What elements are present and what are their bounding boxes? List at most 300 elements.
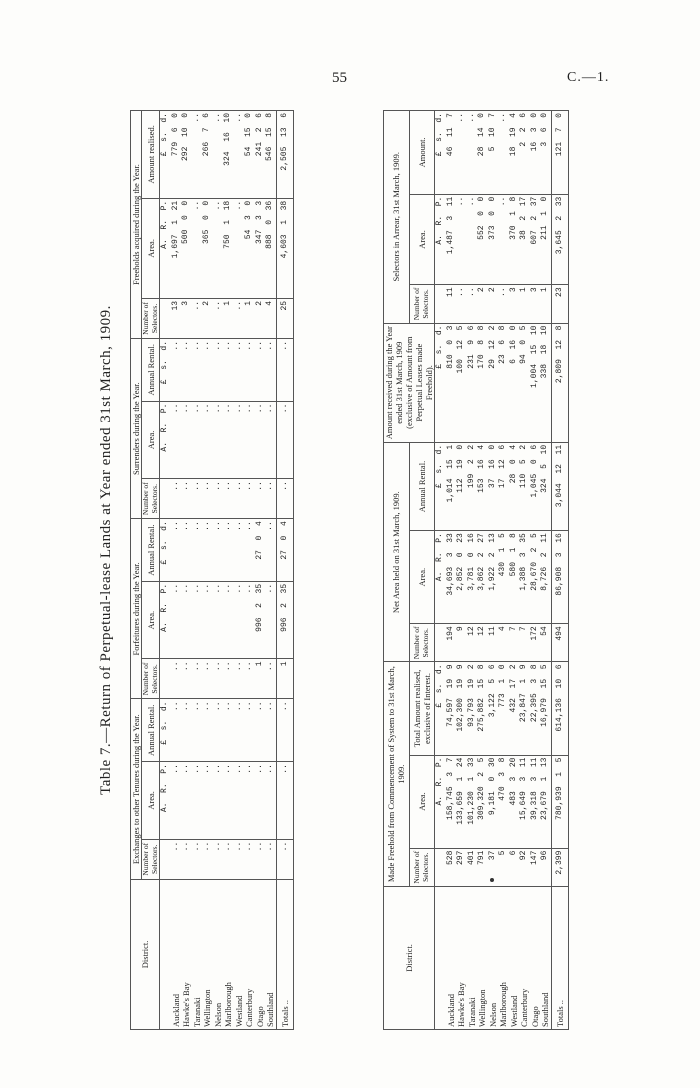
value-cell: 2 — [202, 298, 213, 338]
table-row — [540, 111, 551, 1030]
value-cell: .. — [234, 401, 245, 479]
value-cell: 1,922 2 13 — [488, 531, 499, 624]
value-cell: 23,679 1 13 — [540, 755, 551, 848]
col-header: Area. — [142, 762, 160, 840]
value-cell: .. — [255, 401, 266, 479]
total-cell: .. — [276, 401, 294, 479]
value-cell: .. — [234, 659, 245, 699]
value-cell: 12 — [477, 624, 488, 662]
value-cell: 16 3 0 — [530, 111, 541, 195]
value-cell: 2,852 0 23 — [456, 531, 467, 624]
forfeitures-header: Forfeitures during the Year. — [131, 519, 142, 699]
value-cell: .. — [202, 699, 213, 762]
value-cell: 552 0 0 — [477, 194, 488, 285]
value-cell: 292 10 0 — [181, 111, 192, 199]
col-header: Annual Rental. — [142, 338, 160, 401]
value-cell: 147 — [530, 848, 541, 886]
table-row — [456, 111, 467, 1030]
total-cell: 23 — [551, 285, 569, 323]
value-cell: .. — [265, 659, 276, 699]
col-header: Number of Selectors. — [142, 839, 160, 879]
district-cell: Nelson — [488, 886, 499, 1029]
value-cell: .. — [223, 338, 234, 401]
value-cell: 28 14 0 — [477, 111, 488, 195]
value-cell: 996 2 35 — [255, 581, 266, 659]
value-cell: 18 19 4 — [509, 111, 520, 195]
value-cell: .. — [265, 762, 276, 840]
table-freehold-and-arrears — [383, 110, 569, 1030]
value-cell: .. — [192, 298, 203, 338]
total-cell: 2,399 — [551, 848, 569, 886]
value-cell: .. — [171, 659, 182, 699]
value-cell: .. — [192, 519, 203, 582]
table-row — [202, 111, 213, 1030]
total-cell: 614,136 10 6 — [551, 662, 569, 755]
value-cell: 1 — [540, 285, 551, 323]
value-cell: .. — [234, 198, 245, 298]
table-row — [488, 111, 499, 1030]
value-cell: .. — [456, 285, 467, 323]
value-cell: 1 — [519, 285, 530, 323]
value-cell: .. — [171, 581, 182, 659]
value-cell: .. — [213, 762, 224, 840]
value-cell: 38 2 17 — [519, 194, 530, 285]
district-cell: Auckland — [171, 879, 182, 1029]
value-cell: 2 — [255, 298, 266, 338]
value-cell: 3,122 5 6 — [488, 662, 499, 755]
value-cell: 37 16 0 — [488, 442, 499, 530]
total-cell: 780,939 1 5 — [551, 755, 569, 848]
value-cell: .. — [467, 285, 478, 323]
value-cell: 791 — [477, 848, 488, 886]
value-cell: 54 3 0 — [244, 198, 255, 298]
col-header: Number of Selectors. — [409, 285, 435, 323]
total-cell: .. — [276, 699, 294, 762]
value-cell: .. — [223, 659, 234, 699]
value-cell: .. — [213, 401, 224, 479]
value-cell: 27 0 4 — [255, 519, 266, 582]
value-cell: 199 2 2 — [467, 442, 478, 530]
value-cell: 607 2 37 — [530, 194, 541, 285]
col-header: Annual Rental. — [142, 699, 160, 762]
unit-label: A. R. P. — [160, 401, 171, 479]
value-cell: .. — [192, 762, 203, 840]
table-row — [498, 111, 509, 1030]
value-cell: .. — [171, 338, 182, 401]
value-cell: .. — [234, 762, 245, 840]
unit-label: A. R. P. — [160, 762, 171, 840]
page-number: 55 — [332, 70, 347, 86]
amount-received-header: Amount received during the Year ended 31st March, 1909 (exclusive of Amount from Perpetual Leases made Freehold). — [384, 323, 435, 442]
value-cell: .. — [192, 401, 203, 479]
value-cell: .. — [234, 298, 245, 338]
value-cell: 546 15 8 — [265, 111, 276, 199]
col-header: Annual Rental. — [409, 442, 435, 530]
document-reference: C.—1. — [567, 70, 610, 85]
value-cell: .. — [244, 401, 255, 479]
total-cell: .. — [276, 338, 294, 401]
district-cell: Otago — [255, 879, 266, 1029]
value-cell: 432 17 2 — [509, 662, 520, 755]
value-cell: 8,726 2 11 — [540, 531, 551, 624]
arrear-header: Selectors in Arrear, 31st March, 1909. — [384, 111, 410, 324]
value-cell: 370 1 8 — [509, 194, 520, 285]
table-row — [467, 111, 478, 1030]
table-row — [234, 111, 245, 1030]
unit-label: £ s. d. — [160, 699, 171, 762]
unit-label: £ s. d. — [435, 111, 446, 195]
table-row — [519, 111, 530, 1030]
col-header: Number of Selectors. — [142, 659, 160, 699]
value-cell: .. — [467, 111, 478, 195]
value-cell: 324 5 10 — [540, 442, 551, 530]
value-cell: 324 16 10 — [223, 111, 234, 199]
value-cell: 23,847 1 9 — [519, 662, 530, 755]
col-header: Number of Selectors. — [409, 624, 435, 662]
col-header: Area. — [409, 194, 435, 285]
total-cell: 3,044 12 11 — [551, 442, 569, 530]
table-title: Table 7.—Return of Perpetual-lease Lands at Year ended 31st March, 1909. — [98, 305, 114, 795]
value-cell: 365 0 0 — [202, 198, 213, 298]
value-cell: .. — [213, 581, 224, 659]
value-cell: .. — [265, 338, 276, 401]
value-cell: .. — [213, 659, 224, 699]
value-cell: .. — [181, 519, 192, 582]
value-cell: .. — [171, 401, 182, 479]
district-cell: Canterbury — [244, 879, 255, 1029]
value-cell: .. — [181, 699, 192, 762]
table-row — [244, 111, 255, 1030]
table-row — [171, 111, 182, 1030]
table-row — [446, 111, 457, 1030]
value-cell: .. — [265, 519, 276, 582]
value-cell: 810 0 3 — [446, 323, 457, 442]
value-cell: .. — [202, 519, 213, 582]
value-cell: 46 11 7 — [446, 111, 457, 195]
value-cell: .. — [234, 338, 245, 401]
value-cell: 3 — [530, 285, 541, 323]
unit-label: A. R. P. — [435, 194, 446, 285]
district-cell: Hawke's Bay — [456, 886, 467, 1029]
value-cell: 1 — [223, 298, 234, 338]
value-cell: .. — [265, 401, 276, 479]
value-cell: .. — [213, 479, 224, 519]
district-cell: Westland — [234, 879, 245, 1029]
value-cell: .. — [202, 581, 213, 659]
totals-label: Totals .. — [551, 886, 569, 1029]
value-cell: .. — [223, 401, 234, 479]
district-cell: Auckland — [446, 886, 457, 1029]
value-cell: 297 — [456, 848, 467, 886]
value-cell: 779 6 0 — [171, 111, 182, 199]
value-cell: .. — [171, 699, 182, 762]
value-cell: .. — [192, 581, 203, 659]
value-cell: .. — [244, 338, 255, 401]
col-header: Number of Selectors. — [409, 848, 435, 886]
value-cell: 211 1 0 — [540, 194, 551, 285]
value-cell: 133,659 1 24 — [456, 755, 467, 848]
value-cell: 13 — [171, 298, 182, 338]
total-cell: .. — [276, 839, 294, 879]
col-header: Area. — [142, 198, 160, 298]
value-cell: 338 18 10 — [540, 323, 551, 442]
value-cell: .. — [234, 111, 245, 199]
value-cell: 7 — [509, 624, 520, 662]
district-cell: Taranaki — [467, 886, 478, 1029]
value-cell: .. — [456, 194, 467, 285]
value-cell: .. — [213, 298, 224, 338]
value-cell: 1 — [255, 659, 266, 699]
col-header: Annual Rental. — [142, 519, 160, 582]
value-cell: 11 — [488, 624, 499, 662]
value-cell: .. — [213, 519, 224, 582]
value-cell: 1 — [244, 298, 255, 338]
value-cell: 34,693 3 33 — [446, 531, 457, 624]
col-header: Area. — [142, 401, 160, 479]
value-cell: 275,882 15 8 — [477, 662, 488, 755]
surrenders-header: Surrenders during the Year. — [131, 338, 142, 518]
unit-label: £ s. d. — [435, 442, 446, 530]
freeholds-header: Freeholds acquired during the Year. — [131, 111, 142, 339]
total-cell: 86,908 3 16 — [551, 531, 569, 624]
total-cell: .. — [276, 762, 294, 840]
col-header: Number of Selectors. — [142, 298, 160, 338]
value-cell: .. — [223, 581, 234, 659]
value-cell: .. — [498, 194, 509, 285]
value-cell: 3 — [181, 298, 192, 338]
value-cell: .. — [192, 699, 203, 762]
district-cell: Southland — [265, 879, 276, 1029]
value-cell: .. — [171, 479, 182, 519]
value-cell: .. — [181, 581, 192, 659]
table-row — [265, 111, 276, 1030]
value-cell: 888 0 36 — [265, 198, 276, 298]
value-cell: .. — [223, 479, 234, 519]
value-cell: .. — [202, 839, 213, 879]
total-cell: .. — [276, 479, 294, 519]
value-cell: 2 — [477, 285, 488, 323]
district-header: District. — [384, 886, 435, 1029]
exchanges-header: Exchanges to other Tenures during the Year. — [131, 699, 142, 879]
value-cell: 9 — [456, 624, 467, 662]
value-cell: .. — [181, 479, 192, 519]
table-row — [530, 111, 541, 1030]
value-cell: 231 9 6 — [467, 323, 478, 442]
value-cell: 74,597 19 9 — [446, 662, 457, 755]
value-cell: .. — [192, 198, 203, 298]
total-cell: 2,505 13 6 — [276, 111, 294, 199]
table-row — [477, 111, 488, 1030]
value-cell: 100 12 5 — [456, 323, 467, 442]
value-cell: .. — [181, 338, 192, 401]
value-cell: 401 — [467, 848, 478, 886]
col-header: Total Amount realised, exclusive of Interest. — [409, 662, 435, 755]
total-cell: 27 0 4 — [276, 519, 294, 582]
value-cell: .. — [265, 479, 276, 519]
value-cell: 11 — [446, 285, 457, 323]
col-header: Number of Selectors. — [142, 479, 160, 519]
value-cell: .. — [234, 479, 245, 519]
value-cell: .. — [181, 762, 192, 840]
value-cell: 6 16 0 — [509, 323, 520, 442]
unit-label: £ s. d. — [435, 662, 446, 755]
value-cell: .. — [234, 699, 245, 762]
value-cell: .. — [223, 519, 234, 582]
value-cell: 102,300 19 9 — [456, 662, 467, 755]
value-cell: .. — [223, 762, 234, 840]
value-cell: .. — [244, 479, 255, 519]
value-cell: .. — [223, 839, 234, 879]
value-cell: 16,979 15 5 — [540, 662, 551, 755]
value-cell: .. — [467, 194, 478, 285]
totals-row — [276, 111, 294, 1030]
table-tenure-changes — [130, 110, 294, 1030]
value-cell: 580 1 8 — [509, 531, 520, 624]
col-header: Area. — [142, 581, 160, 659]
table-row — [181, 111, 192, 1030]
col-header: Area. — [409, 755, 435, 848]
value-cell: .. — [244, 699, 255, 762]
value-cell: .. — [234, 839, 245, 879]
value-cell: .. — [223, 699, 234, 762]
table-row — [223, 111, 234, 1030]
value-cell: .. — [181, 659, 192, 699]
totals-row — [551, 111, 569, 1030]
value-cell: 15,649 3 11 — [519, 755, 530, 848]
value-cell: .. — [192, 479, 203, 519]
value-cell: .. — [192, 111, 203, 199]
value-cell: .. — [171, 839, 182, 879]
value-cell: 3,781 0 16 — [467, 531, 478, 624]
value-cell: 54 15 0 — [244, 111, 255, 199]
value-cell: 28 0 4 — [509, 442, 520, 530]
value-cell: .. — [202, 401, 213, 479]
value-cell: 23 6 8 — [498, 323, 509, 442]
value-cell: 17 12 6 — [498, 442, 509, 530]
unit-label: A. R. P. — [435, 531, 446, 624]
district-cell: Canterbury — [519, 886, 530, 1029]
table-row — [213, 111, 224, 1030]
value-cell: .. — [181, 839, 192, 879]
value-cell: 1,697 1 21 — [171, 198, 182, 298]
value-cell: 347 3 3 — [255, 198, 266, 298]
col-header: Amount realised. — [142, 111, 160, 199]
value-cell: .. — [234, 581, 245, 659]
value-cell: 110 5 2 — [519, 442, 530, 530]
unit-label: A. R. P. — [160, 198, 171, 298]
value-cell: 158,745 3 7 — [446, 755, 457, 848]
value-cell: 12 — [467, 624, 478, 662]
value-cell: 29 12 2 — [488, 323, 499, 442]
value-cell: 2 2 6 — [519, 111, 530, 195]
value-cell: .. — [244, 519, 255, 582]
value-cell: 309,320 2 5 — [477, 755, 488, 848]
unit-label: £ s. d. — [160, 338, 171, 401]
value-cell: .. — [202, 338, 213, 401]
value-cell: .. — [213, 699, 224, 762]
value-cell: .. — [202, 659, 213, 699]
value-cell: .. — [255, 699, 266, 762]
value-cell: 241 2 6 — [255, 111, 266, 199]
value-cell: 170 8 8 — [477, 323, 488, 442]
value-cell: 153 16 4 — [477, 442, 488, 530]
value-cell: 3,862 2 27 — [477, 531, 488, 624]
district-cell: Wellington — [477, 886, 488, 1029]
total-cell: 25 — [276, 298, 294, 338]
value-cell: 6 — [509, 848, 520, 886]
total-cell: 1 — [276, 659, 294, 699]
value-cell: .. — [213, 839, 224, 879]
value-cell: .. — [255, 479, 266, 519]
value-cell: 483 3 20 — [509, 755, 520, 848]
table-row — [255, 111, 266, 1030]
value-cell: .. — [265, 581, 276, 659]
value-cell: 9,181 0 30 — [488, 755, 499, 848]
value-cell: 4 — [498, 624, 509, 662]
totals-label: Totals .. — [276, 879, 294, 1029]
value-cell: .. — [244, 659, 255, 699]
value-cell: 1,014 15 1 — [446, 442, 457, 530]
district-cell: Nelson — [213, 879, 224, 1029]
district-cell: Southland — [540, 886, 551, 1029]
value-cell: 528 — [446, 848, 457, 886]
value-cell: .. — [202, 479, 213, 519]
value-cell: 1,004 15 10 — [530, 323, 541, 442]
value-cell: 22,395 3 8 — [530, 662, 541, 755]
value-cell: 7 — [519, 624, 530, 662]
total-cell: 494 — [551, 624, 569, 662]
value-cell: 94 0 5 — [519, 323, 530, 442]
value-cell: .. — [213, 111, 224, 199]
value-cell: 172 — [530, 624, 541, 662]
unit-label: A. R. P. — [435, 755, 446, 848]
unit-label: £ s. d. — [435, 323, 446, 442]
value-cell: .. — [244, 839, 255, 879]
value-cell: 92 — [519, 848, 530, 886]
value-cell: 500 0 0 — [181, 198, 192, 298]
value-cell: 28,670 2 5 — [530, 531, 541, 624]
value-cell: .. — [213, 198, 224, 298]
value-cell: .. — [192, 338, 203, 401]
value-cell: .. — [255, 338, 266, 401]
district-cell: Marlborough — [498, 886, 509, 1029]
table-row — [192, 111, 203, 1030]
value-cell: 101,230 1 33 — [467, 755, 478, 848]
table-row — [509, 111, 520, 1030]
value-cell: .. — [244, 581, 255, 659]
district-cell: Otago — [530, 886, 541, 1029]
total-cell: 4,603 1 38 — [276, 198, 294, 298]
district-header: District. — [131, 879, 160, 1029]
value-cell: 4 — [265, 298, 276, 338]
value-cell: 54 — [540, 624, 551, 662]
district-cell: Taranaki — [192, 879, 203, 1029]
value-cell: 5 — [498, 848, 509, 886]
value-cell: .. — [202, 762, 213, 840]
unit-label: £ s. d. — [160, 111, 171, 199]
value-cell: 5 10 7 — [488, 111, 499, 195]
value-cell: 373 0 0 — [488, 194, 499, 285]
value-cell: .. — [265, 699, 276, 762]
value-cell: .. — [181, 401, 192, 479]
district-cell: Marlborough — [223, 879, 234, 1029]
col-header: Area. — [409, 531, 435, 624]
made-freehold-header: Made Freehold from Commencement of System to 31st March, 1909. — [384, 662, 410, 886]
total-cell: 121 7 0 — [551, 111, 569, 195]
total-cell: 2,809 12 8 — [551, 323, 569, 442]
value-cell: .. — [255, 762, 266, 840]
value-cell: 430 1 5 — [498, 531, 509, 624]
